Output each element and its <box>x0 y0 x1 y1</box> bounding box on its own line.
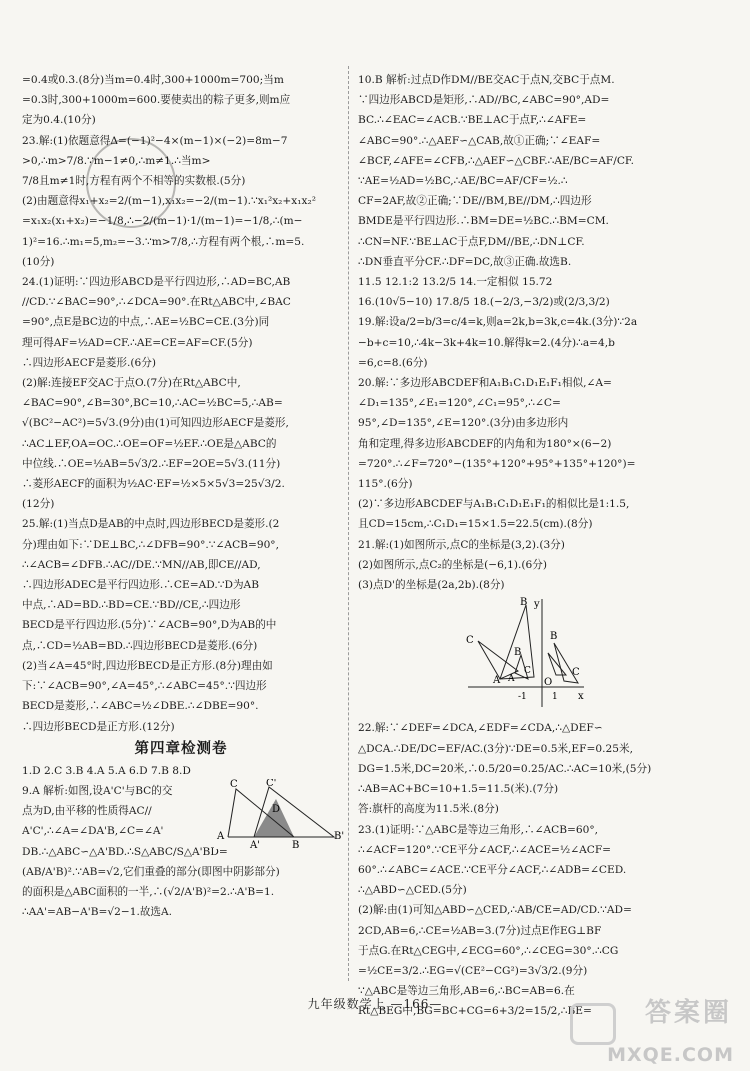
left-answer-line: √(BC²−AC²)=5√3.(9分)由(1)可知四边形AECF是菱形, <box>22 417 289 430</box>
right-answer-line: 95°,∠D=135°,∠E=120°.(3分)由多边形内 <box>358 417 569 430</box>
left-answer-line: 中点,∴AD=BD.∴BD=CE.∵BD//CE,∴四边形 <box>22 599 241 612</box>
q9-line: (AB/A'B)².∵AB=√2,它们重叠的部分(即图中阴影部分) <box>22 865 280 878</box>
right-answer-line: 16.(10√5−10) 17.8/5 18.(−2/3,−3/2)或(2/3,3/2) <box>358 296 610 309</box>
right-answer-line: 11.5 12.1:2 13.2/5 14.一定相似 15.72 <box>358 276 553 289</box>
right-answer-line: 且CD=15cm,∴C₁D₁=15×1.5=22.5(cm).(8分) <box>358 518 593 531</box>
left-answer-line: 分)理由如下:∵DE⊥BC,∴∠DFB=90°.∵∠ACB=90°, <box>22 538 279 551</box>
left-answer-line: //CD.∵∠BAC=90°,∴∠DCA=90°.在Rt△ABC中,∠BAC <box>22 296 291 309</box>
left-answer-line: (2)当∠A=45°时,四边形BECD是正方形.(8分)理由如 <box>22 659 273 672</box>
label-a-left: A <box>493 675 501 687</box>
right-tail-line: 2CD,AB=6,∴CE=½AB=3.(7分)过点E作EG⊥BF <box>358 924 602 937</box>
left-answer-line: 24.(1)证明:∵四边形ABCD是平行四边形,∴AD=BC,AB <box>22 276 291 289</box>
left-answer-line: =x₁x₂(x₁+x₂)=−1/8,∴−2/(m−1)·1/(m−1)=−1/8,∴(m− <box>22 215 303 228</box>
left-answer-line: ∴四边形ADEC是平行四边形.∴CE=AD.∵D为AB <box>22 579 259 592</box>
right-answer-tail <box>358 718 684 1021</box>
right-answer-line: =6,c=8.(6分) <box>358 356 428 369</box>
left-answer-line: (2)解:连接EF交AC于点O.(7分)在Rt△ABC中, <box>22 377 241 390</box>
right-answer-line: 10.B 解析:过点D作DM//BE交AC于点N,交BC于点M. <box>358 74 615 86</box>
right-answer-line: BMDE是平行四边形.∴BM=DE=½BC.∴BM=CM. <box>358 215 609 228</box>
right-answer-line: =720°.∴∠F=720°−(135°+120°+95°+135°+120°)= <box>358 457 636 470</box>
label-b-mid: B <box>514 647 522 659</box>
left-answer-line: 定为0.4.(10分) <box>22 114 96 127</box>
left-answer-line: BECD是平行四边形.(5分)∵∠ACB=90°,D为AB的中 <box>22 619 277 632</box>
right-answer-line: BC.∴∠EAC=∠ACB.∵BE⊥AC于点F,∴∠AFE= <box>358 114 587 127</box>
right-tail-line: ∵△ABC是等边三角形,AB=6,∴BC=AB=6.在 <box>358 985 575 998</box>
q9-figure <box>214 779 344 849</box>
right-tail-line: 答:旗杆的高度为11.5米.(8分) <box>358 803 499 816</box>
right-answer-line: ∵AE=½AD=½BC,∴AE/BC=AF/CF=½.∴ <box>358 175 568 188</box>
label-c-mid: C <box>524 666 531 677</box>
left-answer-line: =0.4或0.3.(8分)当m=0.4时,300+1000m=700;当m <box>22 74 284 86</box>
right-answer-line: −b+c=10,∴4k−3k+4k=10.解得k=2.(4分)∴a=4,b <box>358 336 615 349</box>
left-answer-line: ∴四边形AECF是菱形.(6分) <box>22 356 156 369</box>
q21-figure <box>358 595 684 711</box>
q9-line: A'C',∴∠A=∠DA'B,∠C=∠A' <box>22 825 164 838</box>
right-answer-line: (2)∵多边形ABCDEF与A₁B₁C₁D₁E₁F₁的相似比是1:1.5, <box>358 498 630 511</box>
right-answer-line: CF=2AF,故②正确;∵DE//BM,BE//DM,∴四边形 <box>358 195 592 208</box>
watermark-logo-icon <box>570 1003 616 1045</box>
right-answer-line: 115°.(6分) <box>358 478 413 491</box>
q9-line: 的面积是△ABC面积的一半,∴(√2/A'B)²=2.∴A'B=1. <box>22 885 275 898</box>
right-tail-line: 23.(1)证明:∵△ABC是等边三角形,∴∠ACB=60°, <box>358 823 599 836</box>
right-answer-line: 21.解:(1)如图所示,点C的坐标是(3,2).(3分) <box>358 538 565 551</box>
label-b1: B' <box>334 830 344 842</box>
right-tail-line: 60°.∴∠ABC=∠ACE.∵CE平分∠ACF,∴∠ADB=∠CED. <box>358 863 627 876</box>
left-answer-line: =0.3时,300+1000m=600.要使卖出的粽子更多,则m应 <box>22 94 291 107</box>
right-answer-line: 20.解:∵多边形ABCDEF和A₁B₁C₁D₁E₁F₁相似,∠A= <box>358 377 612 390</box>
left-answer-line: ∠BAC=90°,∠B=30°,BC=10,∴AC=½BC=5,∴AB= <box>22 397 283 410</box>
right-tail-line: (2)解:由(1)可知△ABD∽△CED,∴AB/CE=AD/CD.∵AD= <box>358 904 632 917</box>
right-tail-line: 于点G.在Rt△CEG中,∠ECG=60°,∴∠CEG=30°.∴CG <box>358 944 619 957</box>
label-x: x <box>578 691 584 703</box>
left-answer-line: (10分) <box>22 255 55 268</box>
right-tail-line: ∴△ABD∽△CED.(5分) <box>358 884 467 897</box>
left-answer-line: 23.解:(1)依题意得Δ=(−1)²−4×(m−1)×(−2)=8m−7 <box>22 134 288 147</box>
label-b-top: B <box>520 597 528 609</box>
label-y: y <box>534 599 540 611</box>
left-answer-line: 1)²=16.∴m₁=5,m₂=−3.∵m>7/8,∴方程有两个根,∴m=5. <box>22 235 305 248</box>
q9-line: 点为D,由平移的性质得AC// <box>22 805 152 818</box>
left-answer-line: =90°,点E是BC边的中点,∴AE=½BC=CE.(3分)同 <box>22 316 270 329</box>
right-tail-line: DG=1.5米,DC=20米,∴0.5/20=0.25/AC.∴AC=10米,(5分) <box>358 762 652 775</box>
label-a1: A' <box>250 839 260 849</box>
right-answer-line: ∵四边形ABCD是矩形,∴AD//BC,∠ABC=90°,AD= <box>358 94 610 107</box>
right-tail-line: △DCA.∴DE/DC=EF/AC.(3分)∵DE=0.5米,EF=0.25米, <box>358 742 633 755</box>
right-column <box>358 70 684 1022</box>
column-divider <box>348 66 349 981</box>
left-answer-line: >0,∴m>7/8.∵m−1≠0,∴m≠1.∴当m> <box>22 154 211 167</box>
left-answer-line: 中位线.∴OE=½AB=5√3/2.∴EF=2OE=5√3.(11分) <box>22 457 281 470</box>
left-answer-line: ∴四边形BECD是正方形.(12分) <box>22 720 175 733</box>
label-neg-one: -1 <box>518 692 527 703</box>
label-a: A <box>217 830 225 842</box>
right-answer-lines <box>358 70 684 595</box>
label-origin: O <box>544 677 553 689</box>
q9-line: ∴AA'=AB−A'B=√2−1.故选A. <box>22 906 173 919</box>
label-c-right: C <box>572 667 580 679</box>
label-c: C <box>230 778 238 790</box>
right-answer-line: ∴DN垂直平分CF.∴DF=DC,故③正确.故选B. <box>358 255 572 268</box>
watermark-url: MXQE.COM <box>607 1043 734 1066</box>
right-answer-line: (2)如图所示,点C₂的坐标是(−6,1).(6分) <box>358 558 548 571</box>
right-answer-line: 角和定理,得多边形ABCDEF的内角和为180°×(6−2) <box>358 437 612 450</box>
watermark <box>570 998 740 1066</box>
left-answer-line: ∴AC⊥EF,OA=OC.∴OE=OF=½EF.∴OE是△ABC的 <box>22 437 277 450</box>
right-tail-line: ∴AB=AC+BC=10+1.5=11.5(米).(7分) <box>358 783 559 796</box>
q9-block <box>22 778 344 922</box>
page-footer: 九年级数学上 —166— <box>307 997 443 1011</box>
label-b-right: B <box>550 631 558 643</box>
label-a-mid: A <box>508 674 515 685</box>
right-answer-line: 19.解:设a/2=b/3=c/4=k,则a=2k,b=3k,c=4k.(3分)∵2a <box>358 316 638 329</box>
label-c-left: C <box>466 635 474 647</box>
left-answer-line: 点,∴CD=½AB=BD.∴四边形BECD是菱形.(6分) <box>22 639 258 652</box>
left-column <box>22 70 344 922</box>
right-tail-line: Rt△BEG中,BG=BC+CG=6+3/2=15/2,∴BE= <box>358 1005 592 1018</box>
left-answer-line: ∴∠ACB=∠DFB.∴AC//DE.∵MN//AB,即CE//AD, <box>22 558 261 571</box>
label-c1: C' <box>266 778 277 789</box>
chapter-title: 第四章检测卷 <box>134 740 228 757</box>
left-answer-line: (2)由题意得x₁+x₂=2/(m−1),x₁x₂=−2/(m−1).∵x₁²x₂+x₁x₂² <box>22 195 316 208</box>
left-answer-line: 7/8且m≠1时,方程有两个不相等的实数根.(5分) <box>22 175 246 188</box>
right-tail-line: ∴∠ACF=120°.∵CE平分∠ACF,∴∠ACE=½∠ACF= <box>358 843 612 856</box>
watermark-text: 答案圈 <box>644 998 732 1028</box>
left-answer-line: ∴菱形AECF的面积为½AC·EF=½×5×5√3=25√3/2. <box>22 478 285 491</box>
label-d: D <box>272 803 281 815</box>
right-answer-line: ∠BCF,∠AFE=∠CFB,∴△AEF∽△CBF.∴AE/BC=AF/CF. <box>358 154 635 167</box>
right-tail-line: 22.解:∵∠DEF=∠DCA,∠EDF=∠CDA,∴△DEF∽ <box>358 722 603 735</box>
left-answer-line: 下:∵∠ACB=90°,∠A=45°,∴∠ABC=45°.∵四边形 <box>22 680 267 693</box>
left-answer-lines <box>22 70 340 737</box>
q9-line: 9.A 解析:如图,设A'C'与BC的交 <box>22 784 173 797</box>
right-answer-line: ∠D₁=135°,∠E₁=120°,∠C₁=95°,∴∠C= <box>358 397 561 410</box>
right-tail-line: =½CE=3/2.∴EG=√(CE²−CG²)=3√3/2.(9分) <box>358 964 588 977</box>
right-answer-line: ∴CN=NF.∵BE⊥AC于点F,DM//BE,∴DN⊥CF. <box>358 235 585 248</box>
mc-answers: 1.D 2.C 3.B 4.A 5.A 6.D 7.B 8.D <box>22 764 191 777</box>
label-one: 1 <box>552 692 558 703</box>
left-answer-line: 25.解:(1)当点D是AB的中点时,四边形BECD是菱形.(2 <box>22 518 280 531</box>
right-answer-line: (3)点D'的坐标是(2a,2b).(8分) <box>358 579 505 592</box>
left-answer-line: (12分) <box>22 498 55 511</box>
label-b: B <box>292 839 300 849</box>
q9-line: DB.∴△ABC∽△A'BD.∴S△ABC/S△A'BD= <box>22 845 228 858</box>
right-answer-line: ∠ABC=90°.∴△AEF∽△CAB,故①正确;∵∠EAF= <box>358 134 601 147</box>
left-answer-line: 理可得AF=½AD=CF.∴AE=CE=AF=CF.(5分) <box>22 336 253 349</box>
left-answer-line: BECD是菱形,∴∠ABC=½∠DBE.∴∠DBE=90°. <box>22 700 259 713</box>
